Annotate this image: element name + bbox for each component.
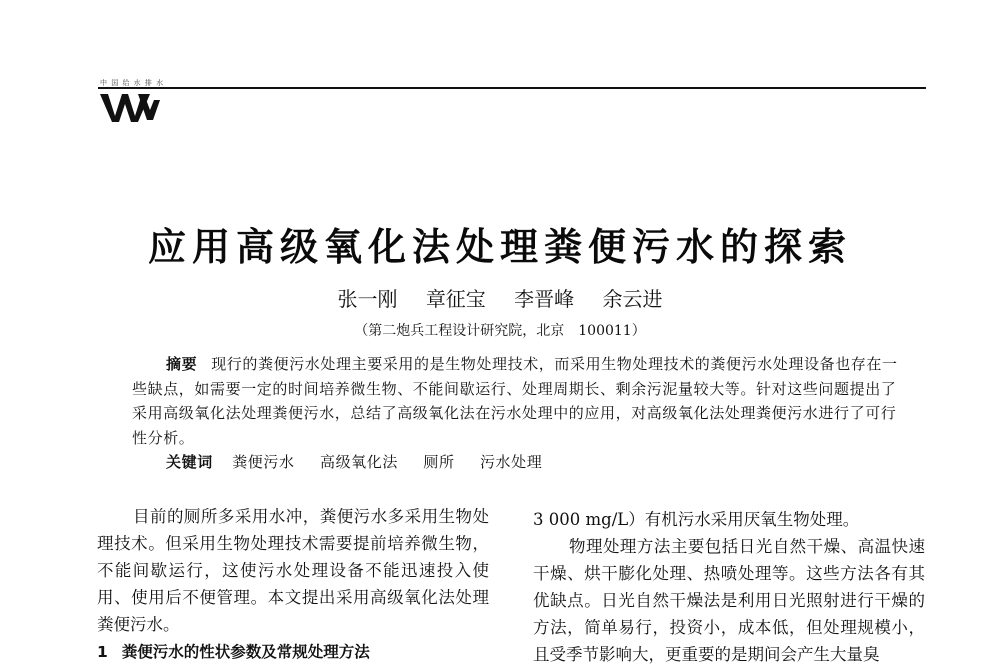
section-number: 1 bbox=[97, 643, 108, 661]
double-w-logo-icon bbox=[98, 90, 168, 124]
body-paragraph: 目前的厕所多采用水冲，粪便污水多采用生物处理技术。但采用生物处理技术需要提前培养微生物，不能间歇运行，这使污水处理设备不能迅速投入使用、使用后不便管理。本文提出采用高级氧化法处理粪便污水。 bbox=[97, 507, 489, 634]
author-list bbox=[0, 283, 1000, 312]
affiliation: （第二炮兵工程设计研究院，北京 100011） bbox=[354, 323, 646, 339]
body-paragraph: 物理处理方法主要包括日光自然干燥、高温快速干燥、烘干膨化处理、热喷处理等。这些方法各有其优缺点。日光自然干燥法是利用日光照射进行干燥的方法，简单易行，投资小，成本低，但处理规模小，且受季节影响大，更重要的是期间会产生大量臭 bbox=[533, 537, 925, 664]
section-title: 粪便污水的性状参数及常规处理方法 bbox=[121, 643, 370, 661]
author-name: 章征宝 bbox=[425, 287, 486, 311]
abstract-text: 现行的粪便污水处理主要采用的是生物处理技术，而采用生物处理技术的粪便污水处理设备也存在一些缺点，如需要一定的时间培养微生物、不能间歇运行、处理周期长、剩余污泥量较大等。针对这些问题提出了采用高级氧化法处理粪便污水，总结了高级氧化法在污水处理中的应用，对高级氧化法处理粪便污水进行了可行性分析。 bbox=[132, 355, 898, 447]
author-name: 张一刚 bbox=[337, 287, 398, 311]
author-name: 李晋峰 bbox=[514, 287, 575, 311]
keywords-line bbox=[132, 450, 902, 475]
abstract-label: 摘要 bbox=[166, 355, 198, 373]
keywords-label: 关键词 bbox=[166, 453, 213, 471]
body-column-right bbox=[533, 506, 925, 668]
abstract-paragraph bbox=[132, 352, 902, 450]
keyword: 厕所 bbox=[423, 453, 455, 471]
body-column-left bbox=[97, 503, 489, 666]
keyword: 高级氧化法 bbox=[319, 453, 398, 471]
author-name: 余云进 bbox=[602, 287, 663, 311]
header-rule bbox=[98, 87, 926, 89]
journal-name-tiny: 中 国 给 水 排 水 bbox=[100, 79, 165, 87]
abstract-block bbox=[132, 352, 902, 475]
body-paragraph: 3 000 mg/L）有机污水采用厌氧生物处理。 bbox=[533, 510, 860, 529]
paper-title: 应用高级氧化法处理粪便污水的探索 bbox=[147, 225, 852, 269]
keyword: 污水处理 bbox=[479, 453, 543, 471]
keyword: 粪便污水 bbox=[232, 453, 295, 471]
